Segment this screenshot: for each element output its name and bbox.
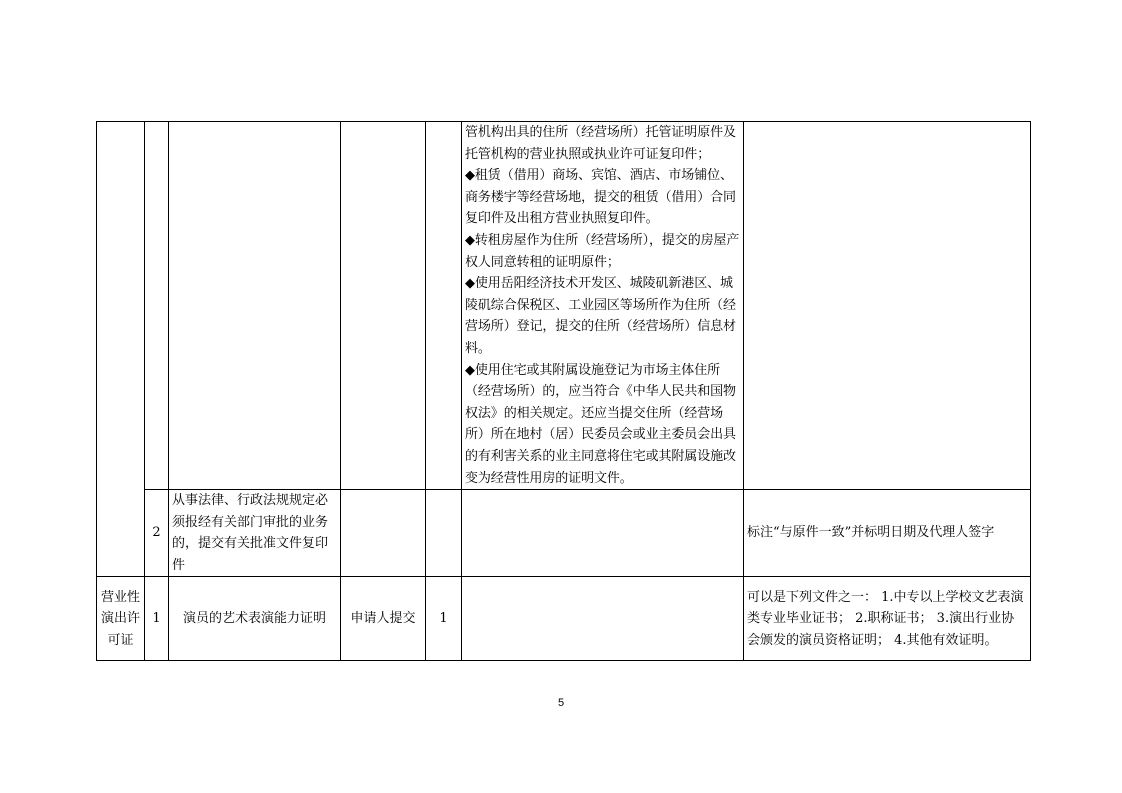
index-cell: [145, 122, 169, 490]
material-cell: 从事法律、行政法规规定必须报经有关部门审批的业务的，提交有关批准文件复印件: [169, 490, 341, 577]
note-cell: [744, 122, 1031, 490]
page-number: 5: [557, 697, 565, 709]
requirements-cell: [462, 490, 744, 577]
index-cell: 2: [145, 490, 169, 577]
source-cell: [341, 490, 426, 577]
note-cell: 可以是下列文件之一： 1.中专以上学校文艺表演类专业毕业证书； 2.职称证书； 3.演出行业协会颁发的演员资格证明； 4.其他有效证明。: [744, 577, 1031, 661]
table-row: [97, 577, 1031, 661]
table-row: [97, 122, 1031, 490]
table-row: [97, 490, 1031, 577]
requirements-cell: 管机构出具的住所（经营场所）托管证明原件及托管机构的营业执照或执业许可证复印件； ◆租赁（借用）商场、宾馆、酒店、市场铺位、商务楼宇等经营场地，提交的租赁（借用）合同复印件及出租方营业执照复印件。 ◆转租房屋作为住所（经营场所），提交的房屋产权人同意转租的证明原件； ◆使用岳阳经济技术开发区、城陵矶新港区、城陵矶综合保税区、工业园区等场所作为住所（经营场所）登记，提交的住所（经营场所）信息材料。 ◆使用住宅或其附属设施登记为市场主体住所（经营场所）的，应当符合《中华人民共和国物权法》的相关规定。还应当提交住所（经营场所）所在地村（居）民委员会或业主委员会出具的有利害关系的业主同意将住宅或其附属设施改变为经营性用房的证明文件。: [462, 122, 744, 490]
note-cell: 标注“与原件一致”并标明日期及代理人签字: [744, 490, 1031, 577]
material-cell: [169, 122, 341, 490]
source-cell: 申请人提交: [341, 577, 426, 661]
materials-table: [96, 121, 1031, 661]
material-cell: 演员的艺术表演能力证明: [169, 577, 341, 661]
copies-cell: [426, 122, 462, 490]
index-cell: 1: [145, 577, 169, 661]
category-cell: [97, 122, 145, 577]
copies-cell: [426, 490, 462, 577]
requirements-cell: [462, 577, 744, 661]
category-cell: 营业性演出许可证: [97, 577, 145, 661]
copies-cell: 1: [426, 577, 462, 661]
source-cell: [341, 122, 426, 490]
